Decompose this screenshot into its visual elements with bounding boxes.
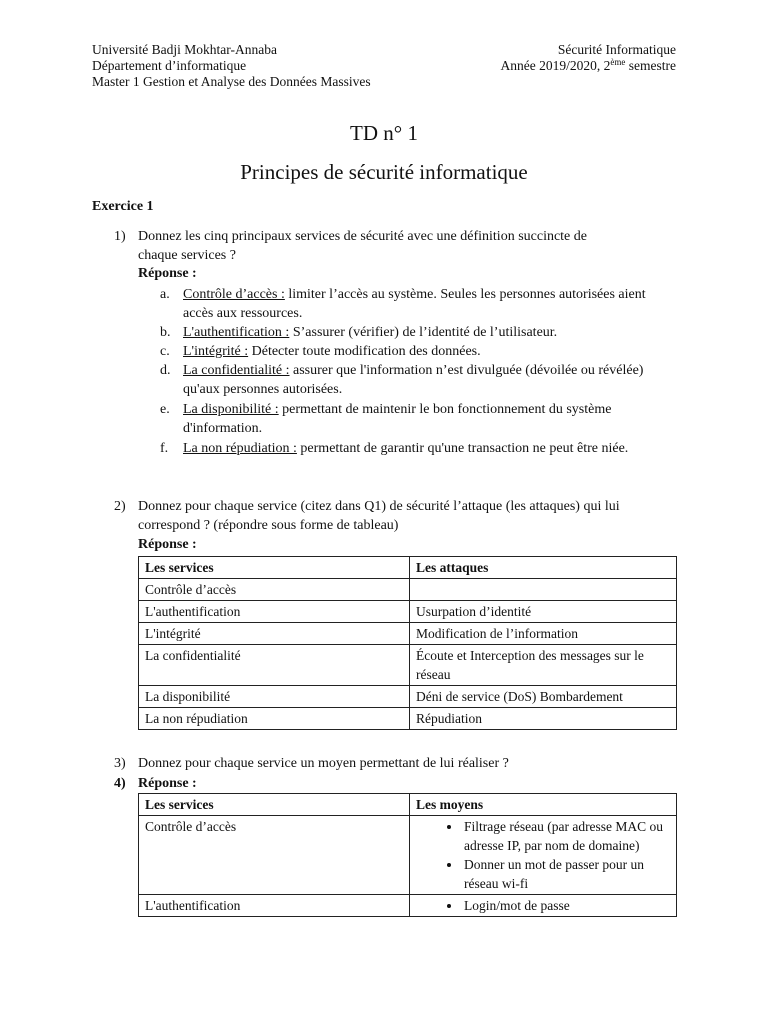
header-left	[92, 42, 371, 90]
service-cell: La disponibilité	[139, 686, 410, 708]
question-number: 2)	[114, 499, 126, 514]
course-name: Sécurité Informatique	[557, 42, 676, 57]
table-row	[139, 623, 677, 645]
question-number: 1)	[114, 229, 126, 244]
service-cell: L'intégrité	[139, 623, 410, 645]
column-header: Les services	[139, 794, 410, 816]
service-cell: La non répudiation	[139, 708, 410, 730]
reponse-label: Réponse :	[138, 537, 197, 552]
column-header: Les moyens	[410, 794, 677, 816]
answer-term: L'intégrité :	[183, 344, 249, 359]
answer-definition: assurer que l'information n’est divulguée (dévoilée ou révélée) qu'aux personnes autorisées.	[183, 363, 644, 397]
attack-cell: Répudiation	[410, 708, 677, 730]
attack-cell: Écoute et Interception des messages sur le réseau	[410, 645, 677, 686]
question-text: Donnez pour chaque service un moyen permettant de lui réaliser ?	[138, 756, 509, 771]
table-row	[139, 579, 677, 601]
answer-definition: limiter l’accès au système. Seules les personnes autorisées aient accès aux ressources.	[183, 287, 646, 321]
table-row	[139, 895, 677, 917]
service-cell: Contrôle d’accès	[139, 579, 410, 601]
master-name: Master 1 Gestion et Analyse des Données Massives	[92, 74, 371, 89]
attack-cell: Modification de l’information	[410, 623, 677, 645]
attack-cell: Usurpation d’identité	[410, 601, 677, 623]
column-header: Les services	[139, 557, 410, 579]
answer-definition: S’assurer (vérifier) de l’identité de l’utilisateur.	[289, 325, 558, 340]
means-list	[416, 896, 670, 915]
answer-term: Contrôle d’accès :	[183, 287, 285, 302]
question-number: 4)	[114, 776, 126, 791]
list-item: • Login/mot de passe	[462, 896, 670, 915]
list-item: • Donner un mot de passer pour un réseau wi-fi	[462, 855, 670, 893]
table-header-row	[139, 557, 677, 579]
means-list	[416, 817, 670, 893]
question-text: Donnez pour chaque service (citez dans Q1) de sécurité l’attaque (les attaques) qui lui	[138, 499, 620, 514]
answer-definition: permettant de maintenir le bon fonctionnement du système d'information.	[183, 402, 612, 436]
document-page: Université Badji Mokhtar-Annaba Département d’informatique Master 1 Gestion et Analyse des Données Massives Sécurité Informatique Année 2019/2020, 2ème semestre TD n° 1 Principes de sécurité informatique Exercice 1 1) Donnez les cinq principaux services de sécurité avec une définition succincte de chaque services ? Réponse : a. Contrôle d’accès : limiter l’accès au système. Seules les personnes autorisées aient accès aux ressources. b. L'authentification : S’assurer (vérifier) de l’identité de l’utilisateur. c. L'intégrité : Détecter toute modification des données. d. La confidentialité : assurer que l'information n’est divulguée (dévoilée ou révélée) qu'aux personnes autorisées. e. La disponibilité : permettant de maintenir le bon fonctionnement du système d'information. f. La non répudiation : permettant de garantir qu'une transaction ne peut être niée. 2) Donnez pour chaque service (citez dans Q1) de sécurité l’attaque (les attaques) qui lui correspond ? (répondre sous forme de tableau) Réponse : Les services Les attaques Contrôle d’accès L'authentification Usurpation d’identité L'intégrité Modification de l’information La confidentialité Écoute et Interception des messages sur le réseau La disponibilité Déni de service (DoS) Bombardement La non répudiation Répudiation 3) Donnez pour chaque service un moyen permettant de lui réaliser ? 4) Réponse : Les services Les moyens Contrôle d’accès • Filtrage réseau (par adresse MAC ou adresse IP, par nom de domaine) • Donner un mot de passer pour un réseau wi-fi L'authentification • Login/mot de passe	[0, 0, 768, 1024]
table-header-row	[139, 794, 677, 816]
table-row	[139, 816, 677, 895]
answer-term: La non répudiation :	[183, 441, 297, 456]
page-title: TD n° 1	[350, 121, 418, 145]
department-name: Département d’informatique	[92, 58, 247, 73]
header-right	[501, 42, 676, 74]
table-row	[139, 645, 677, 686]
question-number: 3)	[114, 756, 126, 771]
academic-year: Année 2019/2020, 2ème semestre	[500, 57, 676, 73]
column-header: Les attaques	[410, 557, 677, 579]
answer-term: La confidentialité :	[183, 363, 290, 378]
answer-definition: permettant de garantir qu'une transaction ne peut être niée.	[296, 441, 629, 456]
reponse-label: Réponse :	[138, 776, 197, 791]
attacks-table	[138, 556, 677, 730]
table-row	[139, 708, 677, 730]
page-subtitle: Principes de sécurité informatique	[240, 160, 528, 184]
reponse-label: Réponse :	[138, 266, 197, 281]
service-cell: L'authentification	[139, 895, 410, 917]
service-cell: Contrôle d’accès	[139, 816, 410, 895]
means-cell	[410, 816, 677, 895]
answer-term: L'authentification :	[183, 325, 290, 340]
attack-cell	[410, 579, 677, 601]
list-item: • Filtrage réseau (par adresse MAC ou adresse IP, par nom de domaine)	[462, 817, 670, 855]
means-table	[138, 793, 677, 917]
table-row	[139, 601, 677, 623]
answer-definition: Détecter toute modification des données.	[248, 344, 481, 359]
table-row	[139, 686, 677, 708]
attack-cell: Déni de service (DoS) Bombardement	[410, 686, 677, 708]
question-text: correspond ? (répondre sous forme de tableau)	[138, 518, 399, 533]
exercise-heading: Exercice 1	[92, 199, 154, 214]
university-name: Université Badji Mokhtar-Annaba	[92, 42, 277, 57]
answer-term: La disponibilité :	[183, 402, 279, 417]
service-cell: L'authentification	[139, 601, 410, 623]
service-cell: La confidentialité	[139, 645, 410, 686]
question-text: Donnez les cinq principaux services de sécurité avec une définition succincte de	[138, 229, 587, 244]
question-text: chaque services ?	[138, 248, 236, 263]
means-cell	[410, 895, 677, 917]
